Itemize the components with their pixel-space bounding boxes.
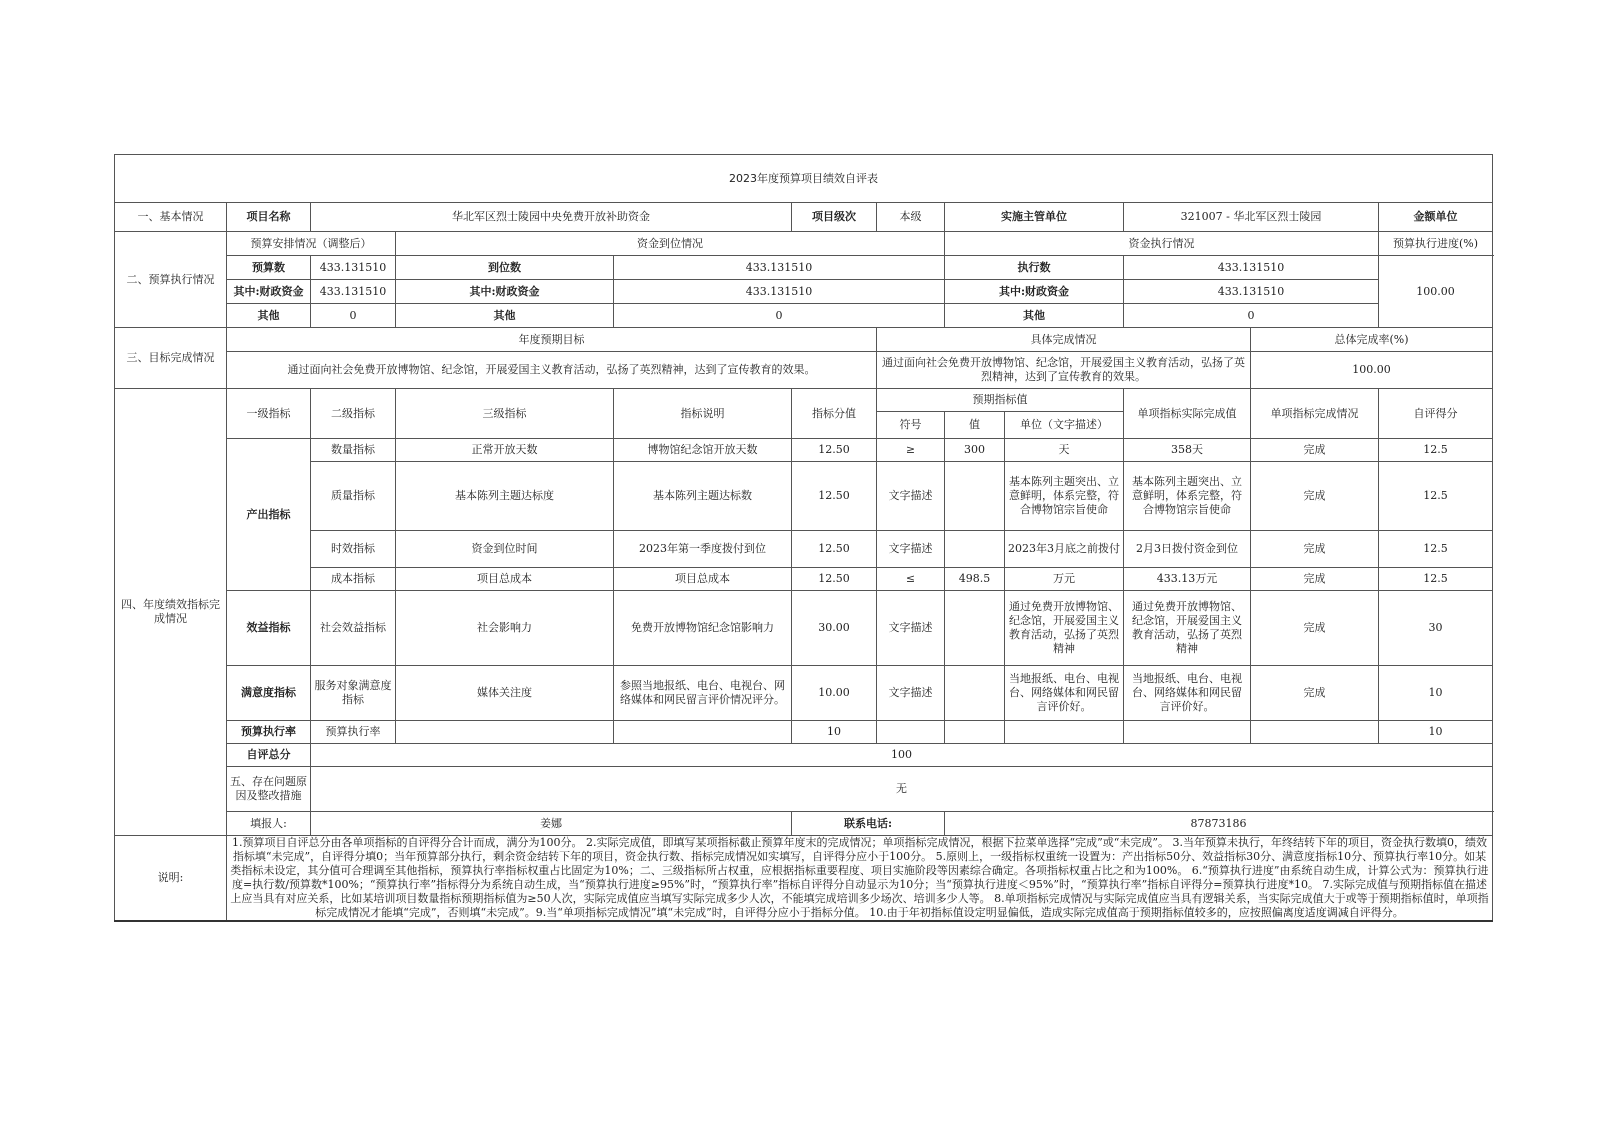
row-desc: 2023年第一季度拨付到位 [614, 531, 792, 568]
exec-rate-sub: 预算执行率 [311, 721, 396, 744]
funds-header: 资金到位情况 [396, 232, 945, 256]
row-value [945, 591, 1005, 666]
unit-label: 实施主管单位 [945, 203, 1124, 232]
exec-value: 433.131510 [1124, 256, 1379, 280]
row-actual: 433.13万元 [1124, 568, 1251, 591]
row-level3: 项目总成本 [396, 568, 614, 591]
section-indicators: 四、年度绩效指标完成情况 [115, 389, 227, 836]
filler-name: 姜娜 [311, 812, 792, 836]
row-status: 完成 [1251, 531, 1379, 568]
row-actual: 基本陈列主题突出、立意鲜明，体系完整，符合博物馆宗旨使命 [1124, 462, 1251, 531]
arrive-value: 433.131510 [614, 256, 945, 280]
arrange-header: 预算安排情况（调整后） [227, 232, 396, 256]
row-desc: 项目总成本 [614, 568, 792, 591]
fiscal-label: 其中:财政资金 [227, 280, 311, 304]
project-name: 华北军区烈士陵园中央免费开放补助资金 [311, 203, 792, 232]
row-desc: 博物馆纪念馆开放天数 [614, 439, 792, 462]
row-score: 12.5 [1379, 568, 1493, 591]
header-symbol: 符号 [877, 412, 945, 439]
row-score: 12.5 [1379, 531, 1493, 568]
row-level3: 媒体关注度 [396, 666, 614, 721]
row-status: 完成 [1251, 591, 1379, 666]
row-score: 10 [1379, 666, 1493, 721]
row-unit: 当地报纸、电台、电视台、网络媒体和网民留言评价好。 [1005, 666, 1124, 721]
row-level2: 质量指标 [311, 462, 396, 531]
row-status: 完成 [1251, 439, 1379, 462]
row-value: 498.5 [945, 568, 1005, 591]
row-level2: 服务对象满意度指标 [311, 666, 396, 721]
row-level3: 正常开放天数 [396, 439, 614, 462]
row-score: 30 [1379, 591, 1493, 666]
row-status: 完成 [1251, 462, 1379, 531]
actual-goal-header: 具体完成情况 [877, 328, 1251, 352]
row-unit: 万元 [1005, 568, 1124, 591]
notes-text: 1.预算项目自评总分由各单项指标的自评得分合计而成，满分为100分。 2.实际完成值，即填写某项指标截止预算年度末的完成情况；单项指标完成情况，根据下拉菜单选择“完成”或“未完成”。 3.当年预算未执行，年终结转下年的项目，资金执行数填0，绩效指标填“未完成”，自评得分填0；当年预算部分执行，剩余资金结转下年的项目，资金执行数、指标完成情况如实填写，自评得分应小于100分。 5.原则上，一级指标权重统一设置为：产出指标50分、效益指标30分、满意度指标10分、预算执行率10分。如某类指标未设定，其分值可合理调至其他指标，预算执行率指标权重占比固定为10%；二、三级指标所占权重，应根据指标重要程度、项目实施阶段等因素综合确定。各项指标权重占比之和为100%。 6.“预算执行进度”由系统自动生成，计算公式为：预算执行进度=执行数/预算数*100%；“预算执行率”指标得分为系统自动生成，当“预算执行进度≥95%”时，“预算执行率”指标自评得分自动显示为10分；当“预算执行进度＜95%”时，“预算执行率”指标自评得分=预算执行进度*10。 7.实际完成值与预期指标值在描述上应当具有对应关系，比如某培训项目数量指标预期指标值为≥50人次，实际完成值应当填写实际完成多少人次，不能填完成培训多少场次、培训多少人等。 8.单项指标完成情况与实际完成值应当具有逻辑关系，当实际完成值大于或等于预期指标值时，单项指标完成情况才能填“完成”，否则填“未完成”。9.当“单项指标完成情况”填“未完成”时，自评得分应小于指标分值。 10.由于年初指标值设定明显偏低，造成实际完成值高于预期指标值较多的，应按照偏离度适度调减自评得分。 [227, 836, 1493, 922]
exec-header: 资金执行情况 [945, 232, 1379, 256]
exec-rate-value [945, 721, 1005, 744]
header-weight: 指标分值 [792, 389, 877, 439]
performance-self-evaluation-table [114, 154, 1493, 922]
header-score: 自评得分 [1379, 389, 1493, 439]
exec-label: 执行数 [945, 256, 1124, 280]
arrive-label: 到位数 [396, 256, 614, 280]
progress-value: 100.00 [1379, 256, 1493, 328]
row-weight: 30.00 [792, 591, 877, 666]
row-actual: 当地报纸、电台、电视台、网络媒体和网民留言评价好。 [1124, 666, 1251, 721]
row-level2: 时效指标 [311, 531, 396, 568]
row-weight: 12.50 [792, 531, 877, 568]
fiscal-exec-label: 其中:财政资金 [945, 280, 1124, 304]
section-budget: 二、预算执行情况 [115, 232, 227, 328]
goal-rate-header: 总体完成率(%) [1251, 328, 1493, 352]
row-value [945, 462, 1005, 531]
row-weight: 10.00 [792, 666, 877, 721]
row-symbol: 文字描述 [877, 591, 945, 666]
exec-rate-weight: 10 [792, 721, 877, 744]
row-weight: 12.50 [792, 439, 877, 462]
exec-rate-desc [614, 721, 792, 744]
unit-value: 321007 - 华北军区烈士陵园 [1124, 203, 1379, 232]
exec-rate-label: 预算执行率 [227, 721, 311, 744]
row-value: 300 [945, 439, 1005, 462]
row-level3: 基本陈列主题达标度 [396, 462, 614, 531]
row-symbol: 文字描述 [877, 531, 945, 568]
exec-rate-score: 10 [1379, 721, 1493, 744]
row-unit: 通过免费开放博物馆、纪念馆，开展爱国主义教育活动，弘扬了英烈精神 [1005, 591, 1124, 666]
row-level3: 资金到位时间 [396, 531, 614, 568]
row-actual: 通过免费开放博物馆、纪念馆，开展爱国主义教育活动，弘扬了英烈精神 [1124, 591, 1251, 666]
row-symbol: ≥ [877, 439, 945, 462]
group-satisfaction: 满意度指标 [227, 666, 311, 721]
row-weight: 12.50 [792, 568, 877, 591]
row-unit: 2023年3月底之前拨付 [1005, 531, 1124, 568]
group-benefit: 效益指标 [227, 591, 311, 666]
notes-label: 说明: [115, 836, 227, 922]
phone-label: 联系电话: [792, 812, 945, 836]
fiscal-budget: 433.131510 [311, 280, 396, 304]
budget-label: 预算数 [227, 256, 311, 280]
level-value: 本级 [877, 203, 945, 232]
row-status: 完成 [1251, 568, 1379, 591]
row-level3: 社会影响力 [396, 591, 614, 666]
actual-goal-text: 通过面向社会免费开放博物馆、纪念馆，开展爱国主义教育活动，弘扬了英烈精神，达到了宣传教育的效果。 [877, 352, 1251, 389]
other-arrive-label: 其他 [396, 304, 614, 328]
row-score: 12.5 [1379, 439, 1493, 462]
exec-rate-l3 [396, 721, 614, 744]
row-level2: 成本指标 [311, 568, 396, 591]
row-desc: 参照当地报纸、电台、电视台、网络媒体和网民留言评价情况评分。 [614, 666, 792, 721]
fiscal-arrive: 433.131510 [614, 280, 945, 304]
group-output: 产出指标 [227, 439, 311, 591]
row-value [945, 666, 1005, 721]
fiscal-exec: 433.131510 [1124, 280, 1379, 304]
row-actual: 358天 [1124, 439, 1251, 462]
header-level3: 三级指标 [396, 389, 614, 439]
row-value [945, 531, 1005, 568]
header-status: 单项指标完成情况 [1251, 389, 1379, 439]
budget-value: 433.131510 [311, 256, 396, 280]
section-basic: 一、基本情况 [115, 203, 227, 232]
other-budget: 0 [311, 304, 396, 328]
problems-text: 无 [311, 767, 1493, 812]
level-label: 项目级次 [792, 203, 877, 232]
exec-rate-unit [1005, 721, 1124, 744]
annual-goal-text: 通过面向社会免费开放博物馆、纪念馆，开展爱国主义教育活动，弘扬了英烈精神，达到了宣传教育的效果。 [227, 352, 877, 389]
row-desc: 免费开放博物馆纪念馆影响力 [614, 591, 792, 666]
phone-value: 87873186 [945, 812, 1493, 836]
exec-rate-symbol [877, 721, 945, 744]
header-level2: 二级指标 [311, 389, 396, 439]
exec-rate-actual [1124, 721, 1251, 744]
fiscal-arrive-label: 其中:财政资金 [396, 280, 614, 304]
row-desc: 基本陈列主题达标数 [614, 462, 792, 531]
other-exec: 0 [1124, 304, 1379, 328]
row-actual: 2月3日拨付资金到位 [1124, 531, 1251, 568]
row-symbol: ≤ [877, 568, 945, 591]
row-score: 12.5 [1379, 462, 1493, 531]
row-level2: 数量指标 [311, 439, 396, 462]
page-title: 2023年度预算项目绩效自评表 [115, 155, 1493, 203]
project-name-label: 项目名称 [227, 203, 311, 232]
row-symbol: 文字描述 [877, 666, 945, 721]
amount-unit-label: 金额单位 [1379, 203, 1493, 232]
header-level1: 一级指标 [227, 389, 311, 439]
row-unit: 基本陈列主题突出、立意鲜明，体系完整，符合博物馆宗旨使命 [1005, 462, 1124, 531]
header-unit: 单位（文字描述） [1005, 412, 1124, 439]
total-score: 100 [311, 744, 1493, 767]
total-label: 自评总分 [227, 744, 311, 767]
header-value: 值 [945, 412, 1005, 439]
other-label: 其他 [227, 304, 311, 328]
header-actual: 单项指标实际完成值 [1124, 389, 1251, 439]
progress-header: 预算执行进度(%) [1379, 232, 1493, 256]
goal-rate: 100.00 [1251, 352, 1493, 389]
annual-goal-header: 年度预期目标 [227, 328, 877, 352]
filler-label: 填报人: [227, 812, 311, 836]
row-weight: 12.50 [792, 462, 877, 531]
row-level2: 社会效益指标 [311, 591, 396, 666]
row-unit: 天 [1005, 439, 1124, 462]
header-expected: 预期指标值 [877, 389, 1124, 412]
row-status: 完成 [1251, 666, 1379, 721]
header-desc: 指标说明 [614, 389, 792, 439]
row-symbol: 文字描述 [877, 462, 945, 531]
other-arrive: 0 [614, 304, 945, 328]
other-exec-label: 其他 [945, 304, 1124, 328]
exec-rate-status [1251, 721, 1379, 744]
section-goal: 三、目标完成情况 [115, 328, 227, 389]
section-problems: 五、存在问题原因及整改措施 [227, 767, 311, 812]
